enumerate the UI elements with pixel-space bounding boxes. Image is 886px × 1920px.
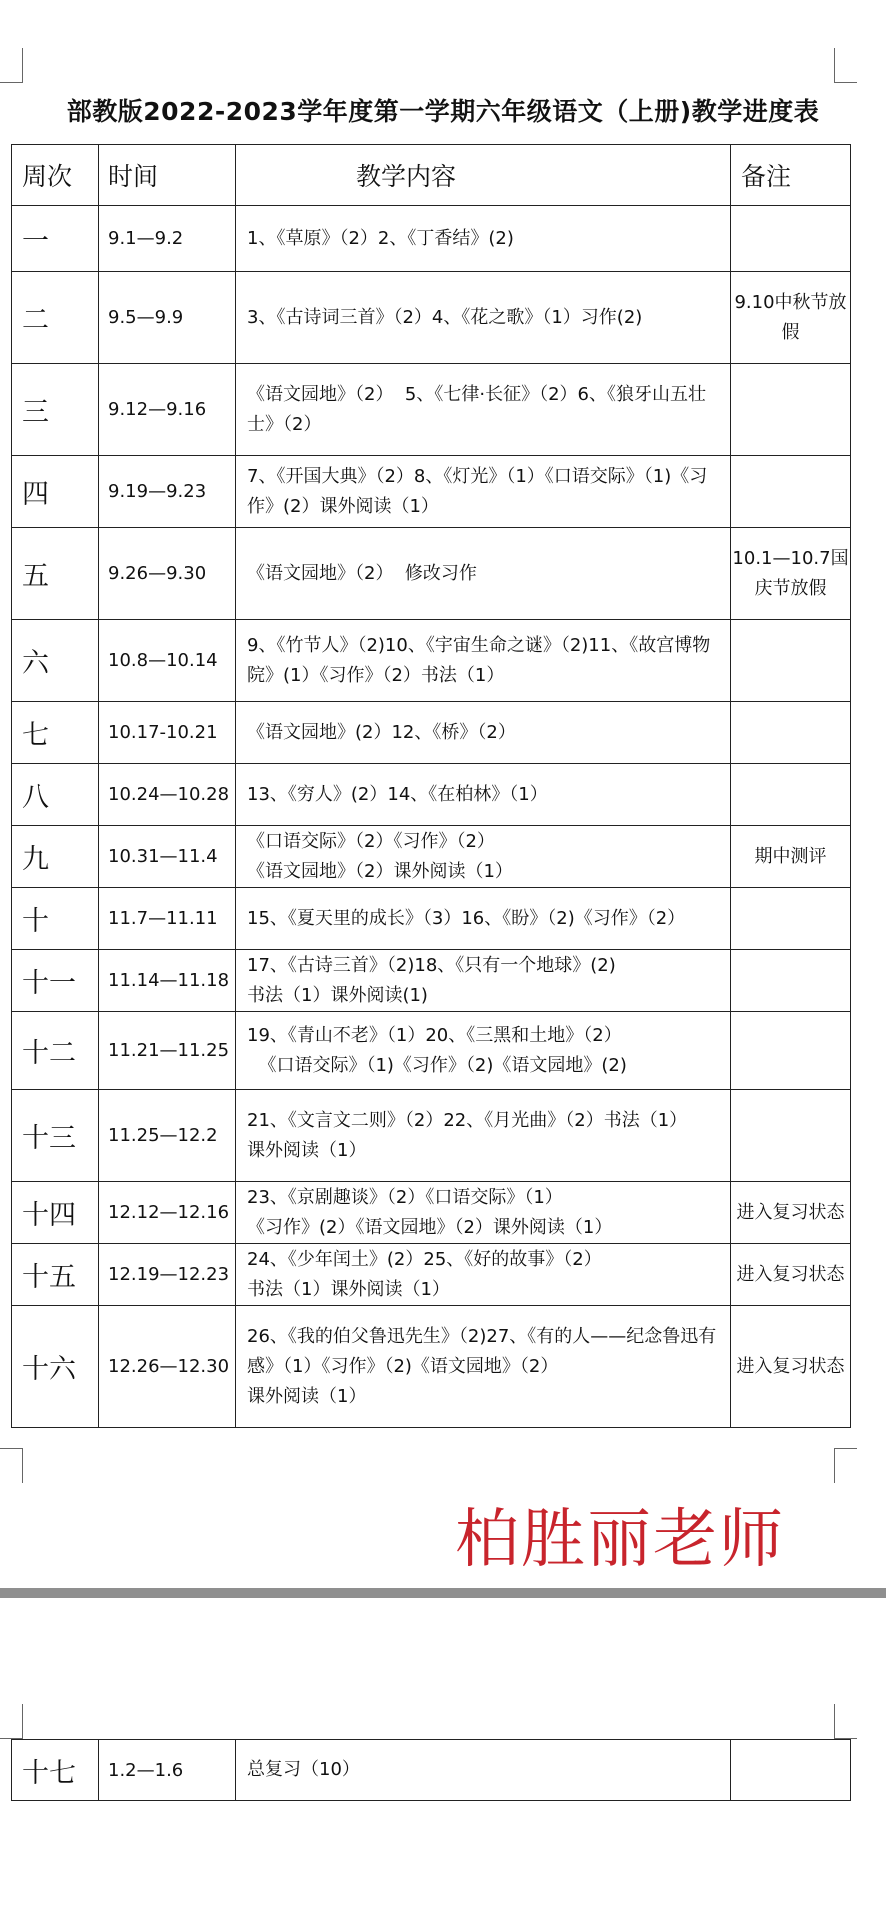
cell-time: 1.2—1.6 [99, 1740, 236, 1801]
table-row [12, 1182, 851, 1244]
cell-notes [731, 206, 851, 272]
cell-content: 15、《夏天里的成长》（3）16、《盼》（2)《习作》（2） [236, 888, 731, 950]
page-separator [0, 1588, 886, 1598]
cell-content: 24、《少年闰土》(2）25、《好的故事》（2） 书法（1）课外阅读（1） [236, 1244, 731, 1306]
cell-notes [731, 1090, 851, 1182]
cell-content: 19、《青山不老》（1）20、《三黑和土地》（2） 《口语交际》（1)《习作》（2)《语文园地》(2) [236, 1012, 731, 1090]
cell-content: 3、《古诗词三首》（2）4、《花之歌》（1）习作(2) [236, 272, 731, 364]
crop-mark-top-right [834, 1704, 857, 1739]
crop-mark-top-right [834, 48, 857, 83]
cell-time: 9.1—9.2 [99, 206, 236, 272]
cell-time: 11.7—11.11 [99, 888, 236, 950]
cell-content: 总复习（10） [236, 1740, 731, 1801]
cell-content: 17、《古诗三首》（2)18、《只有一个地球》(2) 书法（1）课外阅读(1) [236, 950, 731, 1012]
cell-notes [731, 1012, 851, 1090]
cell-notes [731, 1740, 851, 1801]
table-row [12, 620, 851, 702]
cell-time: 10.8—10.14 [99, 620, 236, 702]
document-page-2 [0, 1598, 886, 1920]
cell-notes: 进入复习状态 [731, 1244, 851, 1306]
table-row [12, 888, 851, 950]
table-row [12, 764, 851, 826]
cell-content: 《语文园地》（2） 修改习作 [236, 528, 731, 620]
cell-content: 9、《竹节人》（2)10、《宇宙生命之谜》（2)11、《故宫博物院》(1）《习作》（2）书法（1） [236, 620, 731, 702]
cell-week: 九 [12, 826, 99, 888]
table-row [12, 1306, 851, 1428]
cell-time: 10.17-10.21 [99, 702, 236, 764]
header-content: 教学内容 [236, 145, 731, 206]
crop-mark-bottom-left [0, 1448, 23, 1483]
cell-week: 三 [12, 364, 99, 456]
cell-notes: 进入复习状态 [731, 1306, 851, 1428]
cell-time: 9.26—9.30 [99, 528, 236, 620]
cell-week: 八 [12, 764, 99, 826]
cell-content: 21、《文言文二则》（2）22、《月光曲》（2）书法（1） 课外阅读（1） [236, 1090, 731, 1182]
cell-time: 12.12—12.16 [99, 1182, 236, 1244]
cell-notes: 10.1—10.7国庆节放假 [731, 528, 851, 620]
cell-time: 11.21—11.25 [99, 1012, 236, 1090]
cell-week: 七 [12, 702, 99, 764]
cell-content: 1、《草原》（2）2、《丁香结》(2) [236, 206, 731, 272]
cell-notes [731, 702, 851, 764]
header-week: 周次 [12, 145, 99, 206]
cell-time: 12.19—12.23 [99, 1244, 236, 1306]
table-row [12, 1740, 851, 1801]
table-row [12, 272, 851, 364]
table-row [12, 528, 851, 620]
cell-notes: 期中测评 [731, 826, 851, 888]
cell-time: 9.5—9.9 [99, 272, 236, 364]
cell-week: 二 [12, 272, 99, 364]
cell-time: 12.26—12.30 [99, 1306, 236, 1428]
table-header-row [12, 145, 851, 206]
table-row [12, 456, 851, 528]
cell-time: 9.19—9.23 [99, 456, 236, 528]
cell-week: 十七 [12, 1740, 99, 1801]
table-row [12, 702, 851, 764]
cell-week: 十六 [12, 1306, 99, 1428]
cell-content: 7、《开国大典》（2）8、《灯光》（1）《口语交际》（1)《习作》(2）课外阅读（1） [236, 456, 731, 528]
cell-time: 11.25—12.2 [99, 1090, 236, 1182]
table-row [12, 1090, 851, 1182]
teacher-signature: 柏胜丽老师 [455, 1503, 785, 1577]
schedule-table [11, 144, 851, 1428]
cell-notes [731, 764, 851, 826]
cell-content: 《语文园地》(2）12、《桥》（2） [236, 702, 731, 764]
table-row [12, 206, 851, 272]
crop-mark-top-left [0, 1704, 23, 1739]
crop-mark-top-left [0, 48, 23, 83]
cell-week: 十二 [12, 1012, 99, 1090]
cell-content: 《语文园地》（2） 5、《七律·长征》（2）6、《狼牙山五壮士》（2） [236, 364, 731, 456]
header-time: 时间 [99, 145, 236, 206]
cell-notes: 进入复习状态 [731, 1182, 851, 1244]
cell-notes [731, 456, 851, 528]
cell-week: 十三 [12, 1090, 99, 1182]
cell-content: 23、《京剧趣谈》（2）《口语交际》（1） 《习作》(2）《语文园地》（2）课外阅读（1） [236, 1182, 731, 1244]
document-title: 部教版2022-2023学年度第一学期六年级语文（上册)教学进度表 [66, 97, 820, 126]
table-row [12, 826, 851, 888]
cell-time: 10.24—10.28 [99, 764, 236, 826]
cell-time: 11.14—11.18 [99, 950, 236, 1012]
cell-week: 六 [12, 620, 99, 702]
cell-content: 《口语交际》（2）《习作》（2） 《语文园地》（2）课外阅读（1） [236, 826, 731, 888]
cell-content: 13、《穷人》(2）14、《在柏林》（1） [236, 764, 731, 826]
header-notes: 备注 [731, 145, 851, 206]
cell-week: 十 [12, 888, 99, 950]
table-row [12, 1012, 851, 1090]
cell-time: 9.12—9.16 [99, 364, 236, 456]
cell-notes [731, 620, 851, 702]
cell-notes [731, 364, 851, 456]
table-row [12, 950, 851, 1012]
cell-week: 四 [12, 456, 99, 528]
cell-notes: 9.10中秋节放假 [731, 272, 851, 364]
cell-week: 一 [12, 206, 99, 272]
cell-notes [731, 950, 851, 1012]
cell-content: 26、《我的伯父鲁迅先生》（2)27、《有的人——纪念鲁迅有感》（1）《习作》（2)《语文园地》（2） 课外阅读（1） [236, 1306, 731, 1428]
cell-week: 十四 [12, 1182, 99, 1244]
schedule-table-continued [11, 1739, 851, 1801]
cell-week: 五 [12, 528, 99, 620]
cell-notes [731, 888, 851, 950]
cell-week: 十五 [12, 1244, 99, 1306]
table-row [12, 364, 851, 456]
cell-week: 十一 [12, 950, 99, 1012]
table-row [12, 1244, 851, 1306]
cell-time: 10.31—11.4 [99, 826, 236, 888]
crop-mark-bottom-right [834, 1448, 857, 1483]
